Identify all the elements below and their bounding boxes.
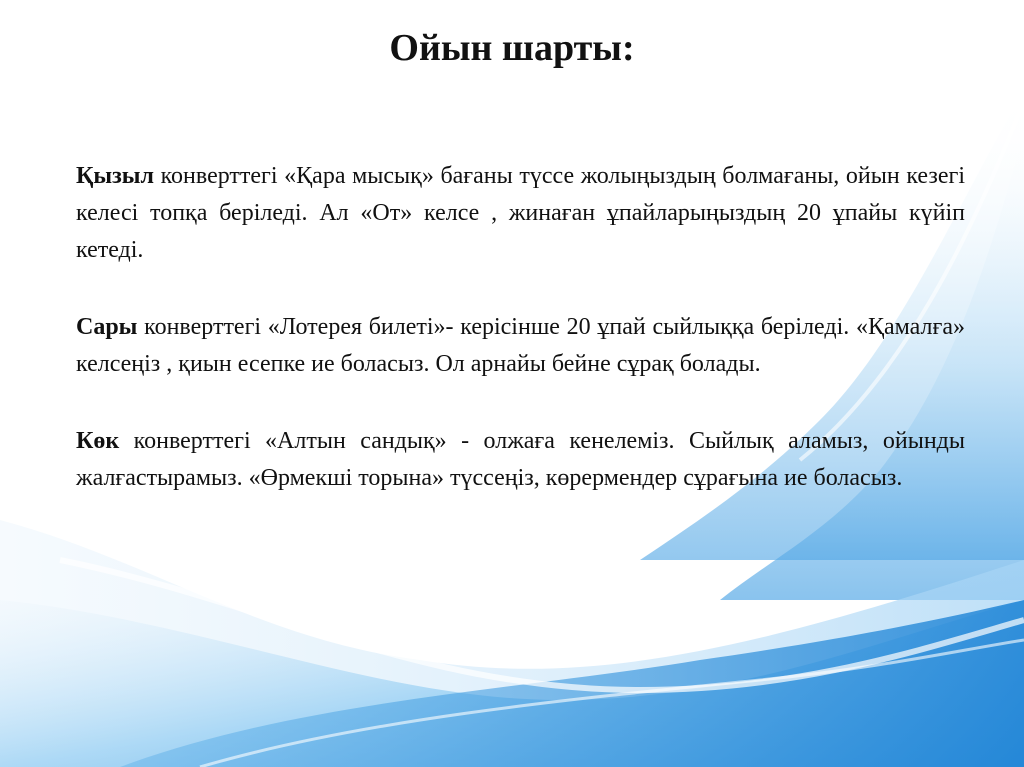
page-title: Ойын шарты: xyxy=(389,27,635,69)
rule-blue-keyword: Көк xyxy=(76,428,120,454)
rule-red-envelope xyxy=(76,158,965,269)
rule-blue-envelope xyxy=(76,423,965,497)
rule-yellow-keyword: Сары xyxy=(76,314,138,340)
rule-blue-text: конверттегі «Алтын сандық» - олжаға кенелеміз. Сыйлық аламыз, ойынды жалғастырамыз. «Өрмекші торына» түссеңіз, көрермендер сұрағына ие боласыз. xyxy=(76,428,965,491)
rule-yellow-envelope xyxy=(76,309,965,383)
rule-red-text: конверттегі «Қара мысық» бағаны түссе жолыңыздың болмағаны, ойын кезегі келесі топқа беріледі. Ал «От» келсе , жинаған ұпайларыңыздың 20 ұпайы күйіп кетеді. xyxy=(76,163,965,263)
rule-yellow-text: конверттегі «Лотерея билеті»- керісінше 20 ұпай сыйлыққа беріледі. «Қамалға» келсеңіз , қиын есепке ие боласыз. Ол арнайы бейне сұрақ болады. xyxy=(76,314,965,377)
rule-red-keyword: Қызыл xyxy=(76,163,154,189)
rules-body xyxy=(76,158,965,537)
